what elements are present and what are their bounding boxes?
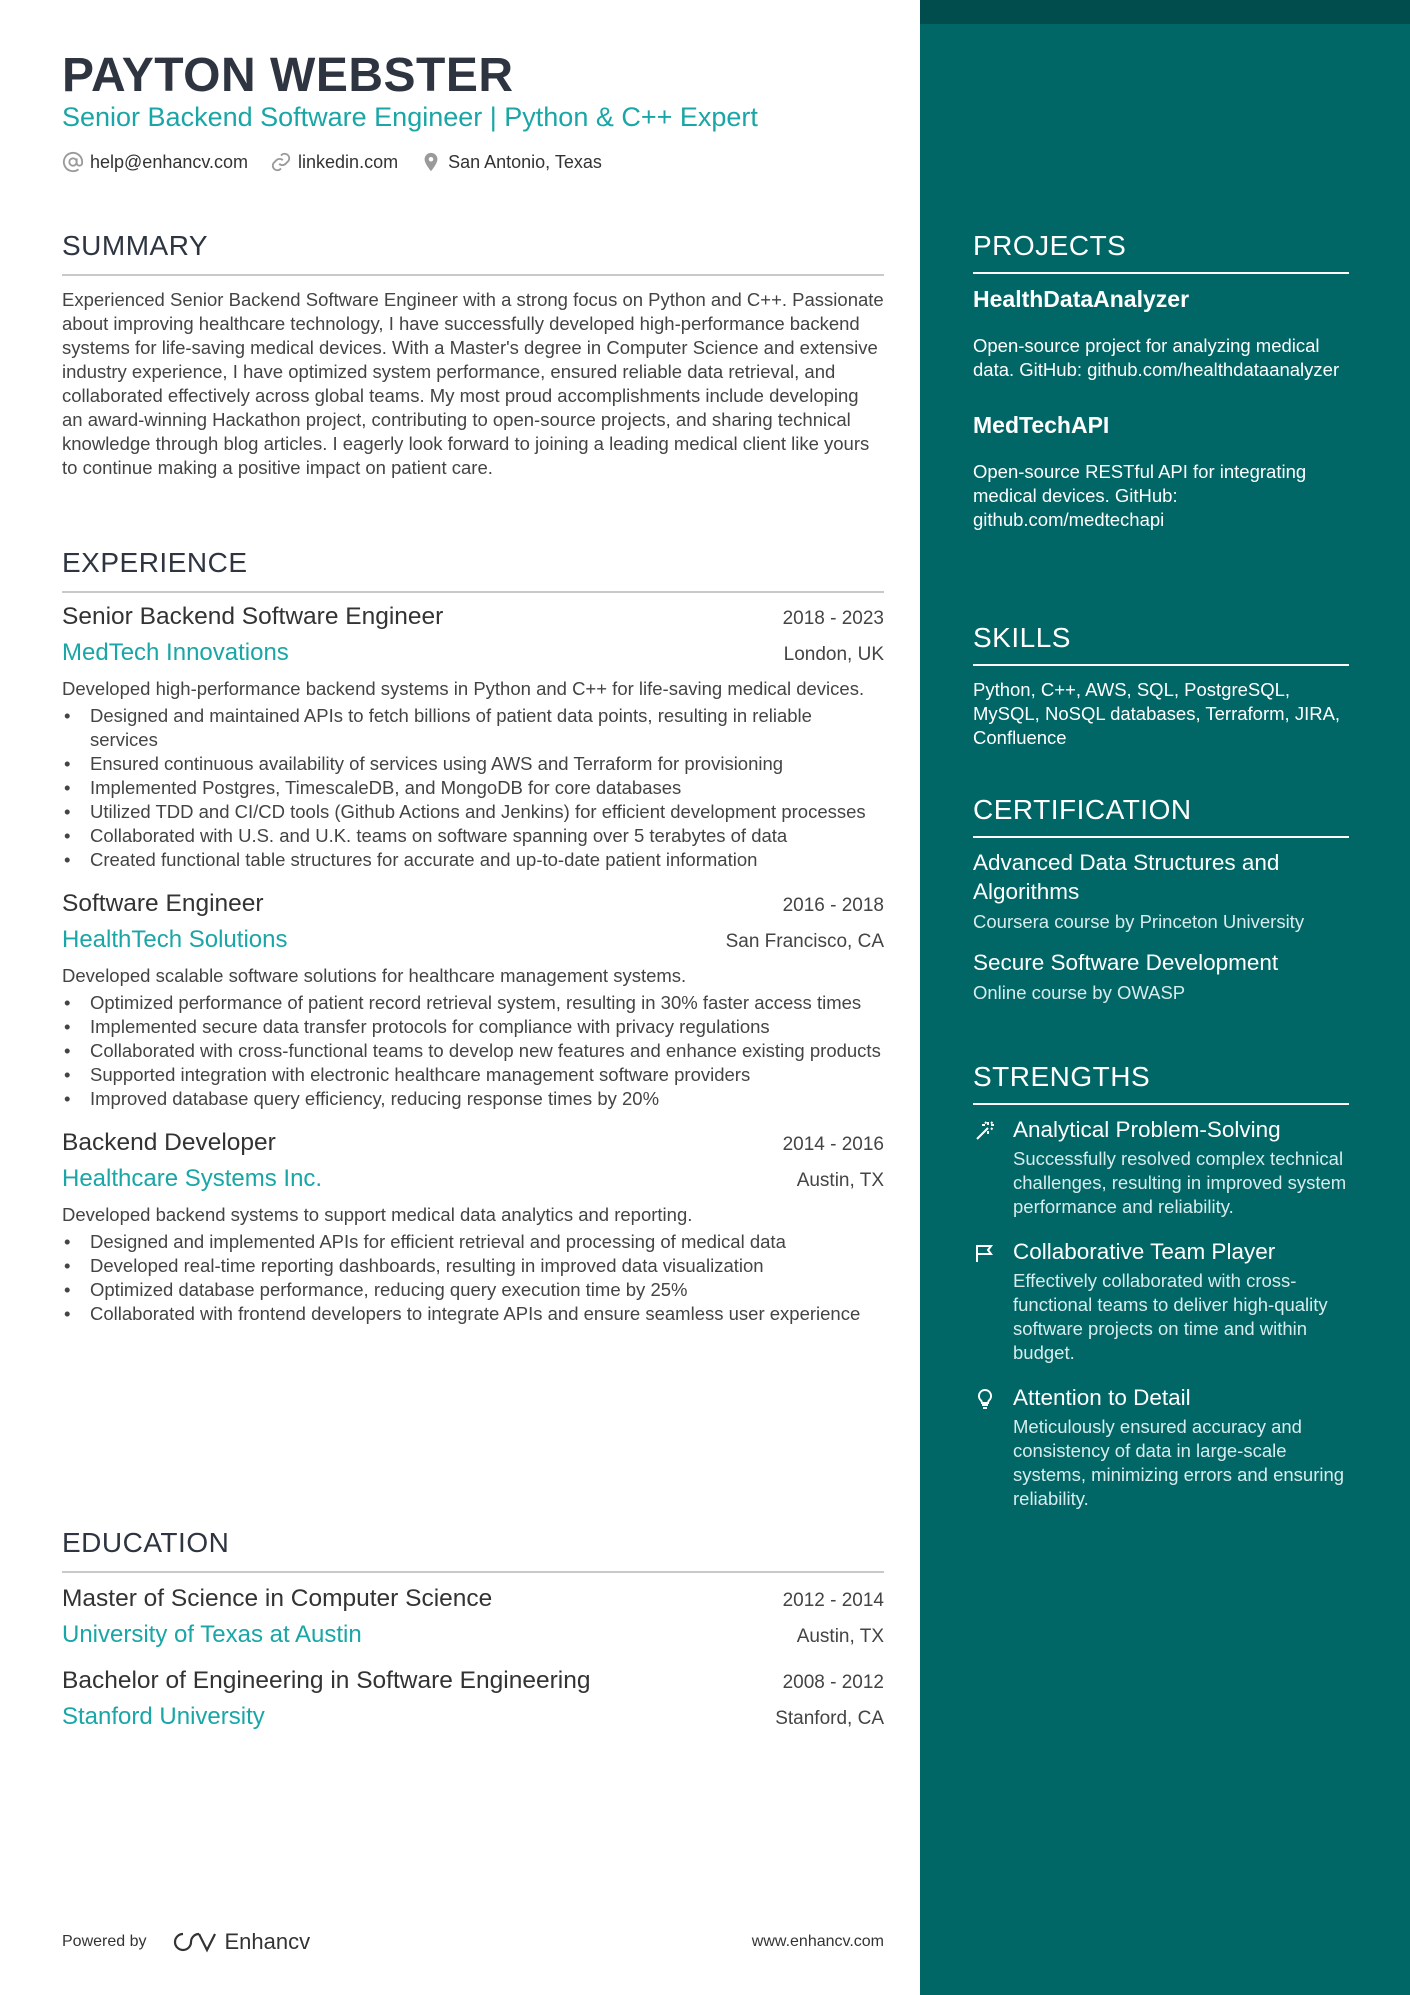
skills-list: Python, C++, AWS, SQL, PostgreSQL, MySQL, NoSQL databases, Terraform, JIRA, Confluence (973, 679, 1341, 748)
contact-location (420, 151, 602, 173)
strength-entry (973, 1115, 1349, 1219)
projects-section (973, 230, 1349, 532)
candidate-name: PAYTON WEBSTER (62, 49, 514, 102)
experience-section (62, 547, 884, 1326)
school-name: University of Texas at Austin (62, 1621, 362, 1648)
certification-entry (973, 948, 1349, 1005)
section-title-strengths: STRENGTHS (973, 1061, 1151, 1092)
section-title-skills: SKILLS (973, 622, 1071, 653)
school-location: Stanford, CA (775, 1708, 884, 1729)
bullet-item: • Improved database query efficiency, reducing response times by 20% (62, 1087, 884, 1111)
job-title: Software Engineer (62, 890, 264, 917)
job-entry (62, 603, 884, 872)
enhancv-logo-icon (171, 1930, 217, 1954)
section-divider (973, 836, 1349, 838)
job-dates: 2018 - 2023 (782, 608, 884, 629)
project-entry (973, 286, 1349, 382)
section-divider (973, 1103, 1349, 1105)
degree-title: Master of Science in Computer Science (62, 1585, 493, 1612)
job-description: Developed high-performance backend systems in Python and C++ for life-saving medical devices. (62, 678, 865, 699)
certification-name: Secure Software Development (973, 950, 1279, 975)
bullet-item: • Created functional table structures for accurate and up-to-date patient information (62, 848, 884, 872)
strength-description: Meticulously ensured accuracy and consistency of data in large-scale systems, minimizing errors and ensuring reliability. (1013, 1416, 1345, 1509)
contact-bar (62, 151, 602, 173)
job-dates: 2014 - 2016 (782, 1134, 884, 1155)
project-name: MedTechAPI (973, 412, 1110, 438)
bullet-item: • Implemented secure data transfer protocols for compliance with privacy regulations (62, 1015, 884, 1039)
skills-section (973, 622, 1349, 750)
bullet-item: • Collaborated with U.S. and U.K. teams on software spanning over 5 terabytes of data (62, 824, 884, 848)
section-divider (62, 591, 884, 593)
section-title-summary: SUMMARY (62, 230, 209, 261)
job-title: Backend Developer (62, 1129, 276, 1156)
certification-description: Coursera course by Princeton University (973, 911, 1305, 932)
section-divider (973, 272, 1349, 274)
certification-entry (973, 848, 1349, 934)
job-location: London, UK (783, 644, 884, 665)
job-location: San Francisco, CA (725, 931, 884, 952)
bullet-item: • Designed and implemented APIs for efficient retrieval and processing of medical data (62, 1230, 884, 1254)
magic-wand-icon (973, 1119, 997, 1143)
job-entry (62, 890, 884, 1111)
strength-name: Attention to Detail (1013, 1385, 1191, 1410)
job-entry (62, 1129, 884, 1326)
location-text: San Antonio, Texas (448, 151, 602, 172)
section-divider (62, 1571, 884, 1573)
education-section (62, 1527, 884, 1731)
job-bullets (62, 991, 884, 1111)
strength-description: Successfully resolved complex technical challenges, resulting in improved system performance and reliability. (1013, 1148, 1347, 1217)
education-entry (62, 1585, 884, 1649)
at-sign-icon (62, 151, 84, 173)
strength-description: Effectively collaborated with cross-functional teams to deliver high-quality software projects on time and within budget. (1013, 1270, 1328, 1363)
summary-section (62, 230, 884, 480)
certification-description: Online course by OWASP (973, 982, 1186, 1003)
certification-section (973, 794, 1349, 1005)
section-title-education: EDUCATION (62, 1527, 230, 1558)
strength-entry (973, 1383, 1349, 1511)
strength-entry (973, 1237, 1349, 1365)
strength-name: Collaborative Team Player (1013, 1239, 1276, 1264)
company-name: Healthcare Systems Inc. (62, 1165, 323, 1192)
footer (62, 1925, 884, 1959)
section-title-certification: CERTIFICATION (973, 794, 1192, 825)
company-name: HealthTech Solutions (62, 926, 288, 953)
education-entry (62, 1667, 884, 1731)
bullet-item: • Utilized TDD and CI/CD tools (Github Actions and Jenkins) for efficient development processes (62, 800, 884, 824)
bullet-item: • Ensured continuous availability of services using AWS and Terraform for provisioning (62, 752, 884, 776)
linkedin-text: linkedin.com (298, 151, 399, 172)
bullet-item: • Collaborated with frontend developers to integrate APIs and ensure seamless user experience (62, 1302, 884, 1326)
project-entry (973, 412, 1349, 532)
job-description: Developed scalable software solutions for healthcare management systems. (62, 965, 687, 986)
strength-name: Analytical Problem-Solving (1013, 1117, 1281, 1142)
link-icon (270, 151, 292, 173)
job-description: Developed backend systems to support medical data analytics and reporting. (62, 1204, 693, 1225)
education-dates: 2012 - 2014 (782, 1590, 884, 1611)
school-name: Stanford University (62, 1703, 265, 1730)
contact-email[interactable] (62, 151, 248, 173)
degree-title: Bachelor of Engineering in Software Engineering (62, 1667, 591, 1694)
job-bullets (62, 704, 884, 872)
job-dates: 2016 - 2018 (782, 895, 884, 916)
project-description: Open-source RESTful API for integrating medical devices. GitHub: github.com/medtechapi (973, 461, 1307, 530)
email-text: help@enhancv.com (90, 151, 249, 172)
section-title-experience: EXPERIENCE (62, 547, 248, 578)
job-location: Austin, TX (796, 1170, 884, 1191)
section-divider (62, 274, 884, 276)
bullet-item: • Collaborated with cross-functional teams to develop new features and enhance existing products (62, 1039, 884, 1063)
candidate-headline: Senior Backend Software Engineer | Python & C++ Expert (62, 102, 758, 132)
project-description: Open-source project for analyzing medical data. GitHub: github.com/healthdataanalyzer (973, 335, 1340, 380)
map-pin-icon (420, 151, 442, 173)
brand-logo[interactable] (171, 1929, 311, 1955)
bullet-item: • Optimized database performance, reducing query execution time by 25% (62, 1278, 884, 1302)
bullet-item: • Designed and maintained APIs to fetch billions of patient data points, resulting in reliable services (62, 704, 884, 752)
powered-by-label: Powered by (62, 1933, 147, 1950)
job-bullets (62, 1230, 884, 1326)
brand-name: Enhancv (224, 1929, 311, 1954)
strengths-section (973, 1061, 1349, 1511)
certification-name: Advanced Data Structures and Algorithms (973, 850, 1280, 904)
education-dates: 2008 - 2012 (782, 1672, 884, 1693)
sidebar-top-bar (920, 0, 1410, 24)
school-location: Austin, TX (796, 1626, 884, 1647)
section-title-projects: PROJECTS (973, 230, 1127, 261)
flag-icon (973, 1241, 997, 1265)
sidebar (920, 0, 1410, 1995)
powered-by (62, 1929, 310, 1955)
contact-linkedin[interactable] (270, 151, 398, 173)
section-divider (973, 664, 1349, 666)
lightbulb-icon (973, 1387, 997, 1411)
bullet-item: • Developed real-time reporting dashboards, resulting in improved data visualization (62, 1254, 884, 1278)
bullet-item: • Implemented Postgres, TimescaleDB, and MongoDB for core databases (62, 776, 884, 800)
summary-text: Experienced Senior Backend Software Engineer with a strong focus on Python and C++. Passionate about improving healthcare technology, I have successfully developed high-performance backend systems for life-saving medical devices. With a Master's degree in Computer Science and extensive industry experience, I have optimized system performance, ensured reliable data retrieval, and collaborated effectively across global teams. My most proud accomplishments include developing an award-winning Hackathon project, contributing to open-source projects, and sharing technical knowledge through blog articles. I eagerly look forward to joining a leading medical client like yours to continue making a positive impact on patient care. (62, 289, 884, 478)
company-name: MedTech Innovations (62, 639, 289, 666)
bullet-item: • Optimized performance of patient record retrieval system, resulting in 30% faster access times (62, 991, 884, 1015)
project-name: HealthDataAnalyzer (973, 286, 1190, 312)
job-title: Senior Backend Software Engineer (62, 603, 444, 630)
bullet-item: • Supported integration with electronic healthcare management software providers (62, 1063, 884, 1087)
website-link[interactable]: www.enhancv.com (751, 1933, 884, 1950)
